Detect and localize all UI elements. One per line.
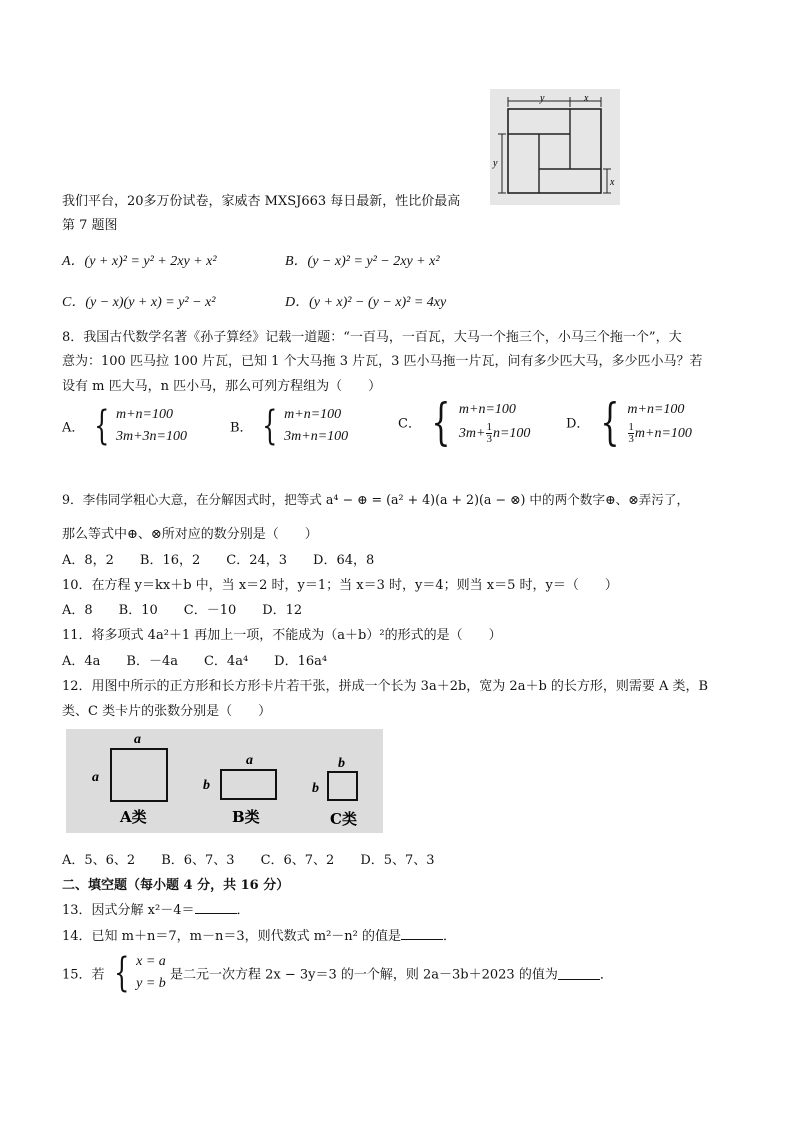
q8-option-c: C． { m+n=100 3m+ $\frac{1}{3}$ n=100 [398, 393, 531, 451]
q12-a-left: a [92, 770, 99, 785]
q11-line1: 11．将多项式 4a²＋1 再加上一项，不能成为（a＋b）²的形式的是（ ） [62, 628, 502, 643]
q8-c-frac-num: 1 [486, 421, 492, 434]
q7-label-y-top: y [540, 93, 545, 104]
q8-a-row2: 3m+3n=100 [115, 429, 187, 444]
q9-line2: 那么等式中⊕、⊗所对应的数分别是（ ） [62, 527, 318, 542]
q14 [62, 925, 456, 944]
q7-label-x-top: x [584, 93, 589, 104]
q8-a-label: A． [62, 420, 85, 436]
q12-label-a: A类 [120, 808, 147, 826]
section2-title: 二、填空题（每小题 4 分，共 16 分） [62, 878, 290, 893]
q14-answer-blank[interactable] [401, 927, 443, 940]
q7-label-y-left: y [493, 158, 498, 169]
q8-c-row1: m+n=100 [458, 402, 516, 417]
q15-row1: x = a [136, 954, 166, 969]
q8-b-row2: 3m+n=100 [284, 429, 349, 444]
q8-d-label: D． [566, 416, 590, 432]
q8-option-d: D． { m+n=100 $\frac{1}{3}$ m+n=100 [566, 393, 692, 451]
q7-figure-svg [490, 89, 620, 205]
q7-intro: 我们平台，20多万份试卷，家威杏 MXSJ663 每日最新，性比价最高 [62, 194, 461, 209]
q15: 15．若 { x = a y = b 是二元一次方程 2x − 3y＝3 的一个解，则 2a－3b＋2023 的值为 ． [62, 950, 613, 996]
q8-d-frac-num: 1 [628, 421, 634, 434]
q12-line2: 类、C 类卡片的张数分别是（ ） [62, 704, 272, 719]
q8-d-row2b: m+n=100 [634, 426, 692, 441]
q13-tail: ． [236, 903, 250, 918]
q11-options: A．4a B．－4a C．4a⁴ D．16a⁴ [62, 654, 328, 669]
q12-a-top: a [134, 732, 141, 747]
q8-a-row1: m+n=100 [115, 407, 173, 422]
q9-options: A．8，2 B．16，2 C．24，3 D．64，8 [62, 553, 375, 568]
q7-option-c: C．(y − x)(y + x) = y² − x² [62, 295, 216, 310]
q8-c-row2b: n=100 [492, 426, 531, 441]
q13-answer-blank[interactable] [195, 901, 237, 914]
q10-options: A．8 B．10 C．－10 D．12 [62, 603, 303, 618]
q12-figure-svg [66, 729, 383, 833]
q12-c-top: b [338, 756, 345, 771]
q12-label-c: C类 [330, 810, 357, 828]
q8-line1: 8．我国古代数学名著《孙子算经》记载一道题：“一百马，一百瓦，大马一个拖三个，小马三个拖一个”，大 [62, 330, 682, 345]
q15-answer-blank[interactable] [558, 967, 600, 980]
q8-line2: 意为：100 匹马拉 100 片瓦，已知 1 个大马拖 3 片瓦，3 匹小马拖一片瓦，问有多少匹大马，多少匹小马？若 [62, 354, 703, 369]
q7-option-d: D．(y + x)² − (y − x)² = 4xy [285, 295, 447, 310]
q14-tail: ． [443, 929, 457, 944]
q12-line1: 12．用图中所示的正方形和长方形卡片若干张，拼成一个长为 3a＋2b，宽为 2a＋b 的长方形，则需要 A 类，B [62, 679, 709, 694]
q15-row2: y = b [136, 976, 166, 991]
q7-option-a: A．(y + x)² = y² + 2xy + x² [62, 254, 217, 269]
q8-c-row2a: 3m+ [458, 426, 486, 441]
q9-line1: 9．李伟同学粗心大意，在分解因式时，把等式 a⁴ − ⊕ = (a² + 4)(a + 2)(a − ⊗) 中的两个数字⊕、⊗弄污了， [62, 492, 690, 507]
q12-options: A．5、6、2 B．6、7、3 C．6、7、2 D．5、7、3 [62, 853, 435, 868]
q7-option-b: B．(y − x)² = y² − 2xy + x² [285, 254, 440, 269]
q14-text: 14．已知 m＋n＝7，m－n＝3，则代数式 m²－n² 的值是 [62, 929, 402, 944]
q13-text: 13．因式分解 x²－4＝ [62, 903, 195, 918]
q8-c-label: C． [398, 416, 421, 432]
q15-pre: 15．若 [62, 967, 105, 983]
q8-d-row1: m+n=100 [627, 402, 685, 417]
q7-label-x-right: x [610, 177, 615, 188]
q15-post: 是二元一次方程 2x − 3y＝3 的一个解，则 2a－3b＋2023 的值为 [169, 967, 558, 983]
q10-line1: 10．在方程 y＝kx＋b 中，当 x＝2 时，y＝1；当 x＝3 时，y＝4；则当 x＝5 时，y＝（ ） [62, 578, 618, 593]
q12-b-top: a [246, 753, 253, 768]
q12-c-left: b [312, 781, 319, 796]
q8-b-label: B． [230, 420, 253, 436]
q12-b-left: b [203, 778, 210, 793]
q8-b-row1: m+n=100 [284, 407, 342, 422]
q7-fig-caption: 第 7 题图 [62, 218, 118, 233]
q12-label-b: B类 [232, 808, 260, 826]
q8-option-b: B． { m+n=100 3m+n=100 [230, 403, 349, 449]
q8-c-frac-den: 3 [486, 433, 492, 446]
q8-option-a: A． { m+n=100 3m+3n=100 [62, 403, 187, 449]
q13 [62, 899, 250, 918]
q8-d-frac-den: 3 [628, 433, 634, 446]
q15-tail: ． [599, 967, 613, 983]
q7-figure [490, 89, 620, 205]
q12-figure [66, 729, 383, 833]
q8-line3: 设有 m 匹大马，n 匹小马，那么可列方程组为（ ） [62, 379, 382, 394]
